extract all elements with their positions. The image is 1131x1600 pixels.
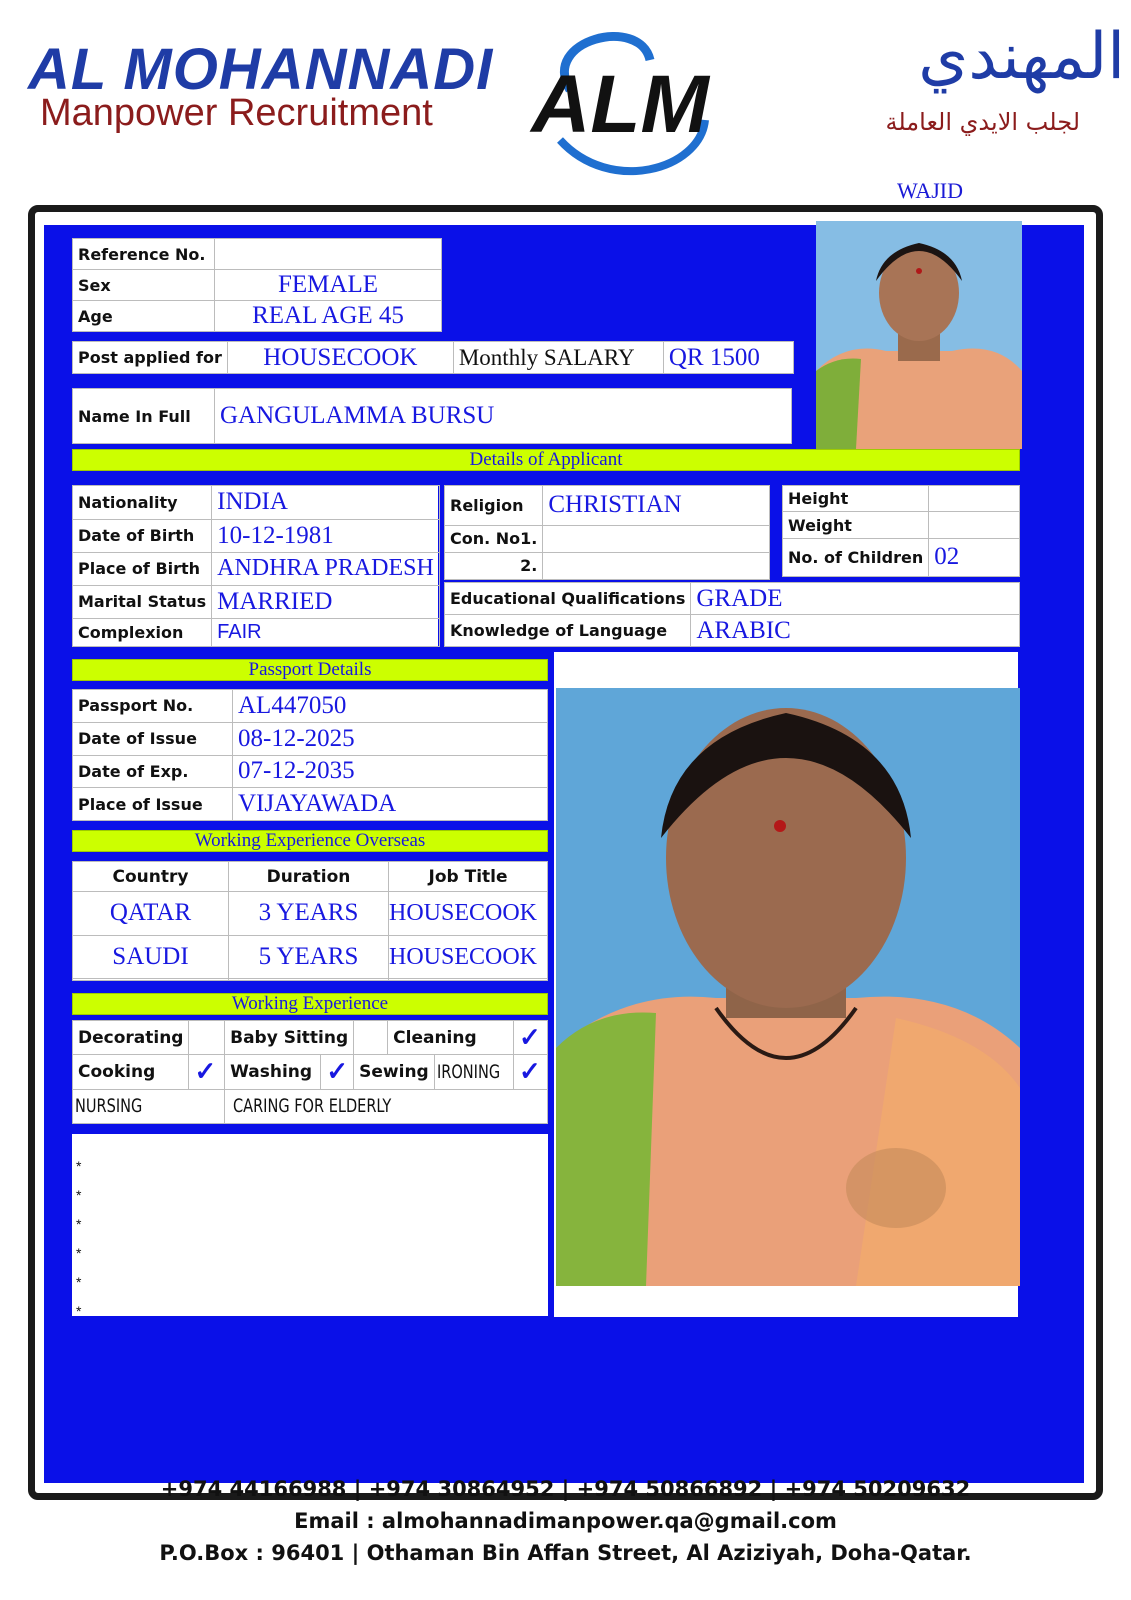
overseas-section-title: Working Experience Overseas (72, 830, 548, 852)
applicant-photo-small (816, 221, 1022, 449)
company-name-arabic: المهندي (918, 20, 1125, 94)
passport-place-label: Place of Issue (73, 788, 233, 821)
skill-cooking-check-icon: ✓ (189, 1055, 225, 1089)
marital-value: MARRIED (212, 585, 440, 619)
education-language-table (444, 582, 1020, 647)
post-label: Post applied for (73, 342, 228, 374)
children-label: No. of Children (783, 538, 929, 576)
height-label: Height (783, 486, 929, 512)
passport-table (72, 689, 548, 821)
note-bullet: * (76, 1187, 82, 1203)
footer-email: Email : almohannadimanpower.qa@gmail.com (294, 1509, 837, 1533)
reference-label: Reference No. (73, 239, 215, 270)
notes-box (72, 1134, 548, 1319)
post-salary-row (72, 341, 794, 374)
note-bullet: * (76, 1158, 82, 1174)
complexion-value: FAIR (212, 619, 440, 647)
weight-label: Weight (783, 512, 929, 538)
children-value: 02 (929, 538, 1020, 576)
religion-value: CHRISTIAN (543, 486, 770, 526)
overseas-header-country: Country (73, 862, 229, 892)
skill-nursing: NURSING (75, 1095, 143, 1118)
company-logo (500, 20, 740, 180)
table-row (73, 935, 548, 979)
company-name-english: AL MOHANNADI (28, 37, 494, 102)
note-bullet: * (76, 1303, 82, 1319)
footer-phones: +974 44166988 | +974 30864952 | +974 50866892 | +974 50209632 (160, 1477, 971, 1501)
overseas-cell: HOUSECOOK (389, 892, 548, 936)
name-value: GANGULAMMA BURSU (215, 389, 792, 444)
language-label: Knowledge of Language (445, 615, 691, 647)
skill-cleaning: Cleaning (388, 1021, 514, 1055)
nationality-value: INDIA (212, 486, 440, 520)
skill-washing-check-icon: ✓ (321, 1055, 354, 1089)
height-value (929, 486, 1020, 512)
contact2-value (543, 552, 770, 579)
overseas-cell: HOUSECOOK (389, 935, 548, 979)
details-section-title: Details of Applicant (72, 449, 1020, 471)
passport-number-label: Passport No. (73, 690, 233, 723)
salary-label: Monthly SALARY (453, 342, 663, 374)
footer-address: P.O.Box : 96401 | Othaman Bin Affan Street, Al Aziziyah, Doha-Qatar. (159, 1541, 972, 1565)
reference-value (215, 239, 442, 270)
overseas-cell (229, 979, 389, 981)
full-name-row (72, 388, 792, 444)
passport-expiry-value: 07-12-2035 (233, 755, 548, 788)
skills-table (72, 1020, 548, 1124)
pob-value: ANDHRA PRADESH (212, 553, 440, 585)
dob-label: Date of Birth (73, 519, 212, 553)
overseas-cell: SAUDI (73, 935, 229, 979)
education-value: GRADE (691, 583, 1020, 615)
personal-details-table (72, 485, 438, 647)
skill-cleaning-check-icon: ✓ (513, 1021, 547, 1055)
basic-info-table (72, 238, 442, 332)
note-bullet: * (76, 1216, 82, 1232)
age-value: REAL AGE 45 (215, 301, 442, 332)
passport-number-value: AL447050 (233, 690, 548, 723)
physical-details-table (782, 485, 1020, 577)
sex-label: Sex (73, 270, 215, 301)
skill-washing: Washing (225, 1055, 321, 1089)
complexion-label: Complexion (73, 619, 212, 647)
skill-baby-sitting: Baby Sitting (225, 1021, 354, 1055)
language-value: ARABIC (691, 615, 1020, 647)
skill-baby-sitting-check (354, 1021, 388, 1055)
applicant-photo-large (556, 688, 1020, 1286)
table-row (73, 979, 548, 981)
skill-decorating: Decorating (73, 1021, 189, 1055)
note-bullet: * (76, 1245, 82, 1261)
pob-label: Place of Birth (73, 553, 212, 585)
overseas-cell: QATAR (73, 892, 229, 936)
passport-expiry-label: Date of Exp. (73, 755, 233, 788)
svg-text:ALM: ALM (531, 59, 709, 150)
overseas-cell: 5 YEARS (229, 935, 389, 979)
contact1-value (543, 525, 770, 552)
skill-cooking: Cooking (73, 1055, 189, 1089)
table-row (73, 892, 548, 936)
company-tagline-english: Manpower Recruitment (40, 92, 433, 134)
skill-caring-elderly: CARING FOR ELDERLY (233, 1095, 392, 1118)
religion-label: Religion (445, 486, 543, 526)
passport-issue-value: 08-12-2025 (233, 722, 548, 755)
skills-section-title: Working Experience (72, 993, 548, 1015)
skill-ironing-check-icon: ✓ (513, 1055, 547, 1089)
nationality-label: Nationality (73, 486, 212, 520)
passport-section-title: Passport Details (72, 659, 548, 681)
sex-value: FEMALE (215, 270, 442, 301)
note-bullet: * (76, 1274, 82, 1290)
salary-value: QR 1500 (663, 342, 793, 374)
contact1-label: Con. No1. (445, 525, 543, 552)
dob-value: 10-12-1981 (212, 519, 440, 553)
overseas-cell (73, 979, 229, 981)
overseas-cell: 3 YEARS (229, 892, 389, 936)
skill-decorating-check (189, 1021, 225, 1055)
religion-contact-table (444, 485, 770, 580)
company-tagline-arabic: لجلب الايدي العاملة (885, 108, 1080, 136)
passport-issue-label: Date of Issue (73, 722, 233, 755)
skill-ironing: IRONING (436, 1060, 500, 1083)
skill-sewing: Sewing (354, 1055, 435, 1089)
overseas-cell (389, 979, 548, 981)
education-label: Educational Qualifications (445, 583, 691, 615)
overseas-experience-table (72, 861, 548, 981)
overseas-header-duration: Duration (229, 862, 389, 892)
overseas-header-job: Job Title (389, 862, 548, 892)
age-label: Age (73, 301, 215, 332)
agent-name: WAJID (897, 178, 963, 203)
weight-value (929, 512, 1020, 538)
name-label: Name In Full (73, 389, 215, 444)
marital-label: Marital Status (73, 585, 212, 619)
contact2-label: 2. (445, 552, 543, 579)
passport-place-value: VIJAYAWADA (233, 788, 548, 821)
post-value: HOUSECOOK (227, 342, 453, 374)
